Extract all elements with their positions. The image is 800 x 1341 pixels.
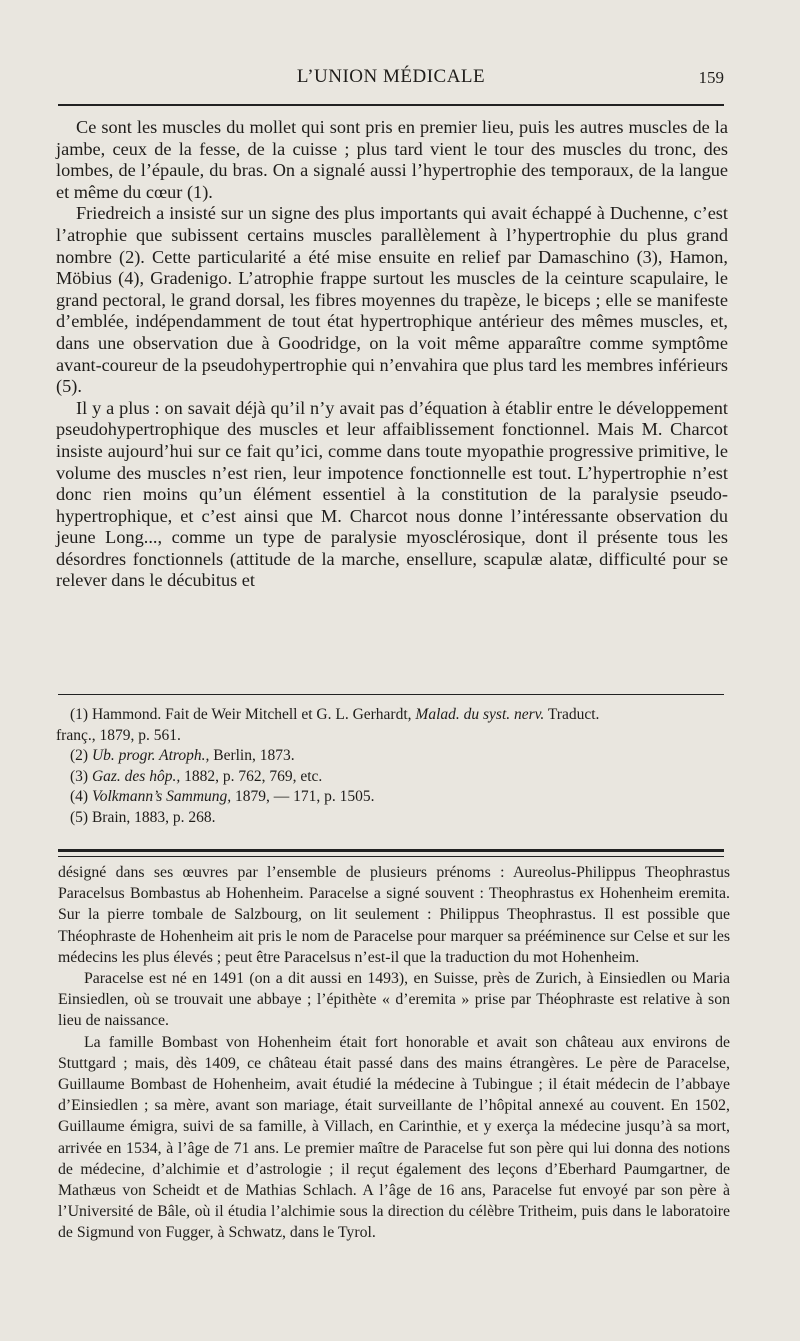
feuilleton-text xyxy=(58,862,730,1244)
footnote-4 xyxy=(70,787,724,808)
page-header xyxy=(58,66,724,92)
footnote-citation: Ub. progr. Atroph., xyxy=(91,747,210,764)
footnote-2 xyxy=(70,746,724,767)
paragraph: désigné dans ses œuvres par l’ensemble de plusieurs prénoms : Aureolus-Philippus Theophrastus Paracelsus Bombastus ab Hohenheim. Paracelse a signé souvent : Theophrastus ex Hohenheim eremita. Sur la pierre tombale de Salzbourg, on lit seulement : Philippus Theophrastus. Il est possible que Théophraste de Hohenheim ait pris le nom de Paracelse pour marquer sa prééminence sur Celse et sur les médecins les plus élevés ; peut être Paracelsus n’est-il que la traduction du mot Hohenheim. xyxy=(58,864,730,966)
footnote-number: (3) xyxy=(70,767,89,785)
footnote-3 xyxy=(70,767,724,788)
footnote-citation: Volkmann’s Sammung, xyxy=(91,788,232,805)
footnote-1-continuation: franç., 1879, p. 561. xyxy=(56,726,181,744)
paragraph: Friedreich a insisté sur un signe des plus importants qui avait échappé à Duchenne, c’est l’atrophie que subissent certains muscles parallèlement à l’hypertrophie du plus grand nombre (2). Cette particularité a été mise ensuite en relief par Damaschino (3), Hamon, Möbius (4), Gradenigo. L’atrophie frappe surtout les muscles de la ceinture scapulaire, le grand pectoral, le grand dorsal, les fibres moyennes du trapèze, le biceps ; elle se manifeste d’emblée, indépendamment de tout état hypertrophique antérieur des mêmes muscles, et, dans une observation due à Goodridge, on la voit même apparaître comme symptôme avant-coureur de la pseudohypertrophie qui n’envahira que plus tard les membres inférieurs (5). xyxy=(56,203,728,397)
header-rule xyxy=(58,104,724,106)
footnote-text: (1) Hammond. Fait de Weir Mitchell et G. L. Gerhardt, xyxy=(70,706,412,723)
footnote-number: (4) xyxy=(70,788,89,805)
footnote-rule xyxy=(58,694,724,695)
footnote-text: 1879, — 171, p. 1505. xyxy=(235,788,375,805)
paragraph: La famille Bombast von Hohenheim était fort honorable et avait son château aux environs de Stuttgard ; mais, dès 1409, ce château était passé dans des mains étrangères. Le père de Paracelse, Guillaume Bombast de Hohenheim, avait étudié la médecine à Tubingue ; il était médecin de l’abbaye d’Einsiedlen ; sa mère, avant son mariage, était surveillante de l’hôpital annexé au couvent. En 1502, Guillaume émigra, suivi de sa famille, à Villach, en Carinthie, et y exerça la médecine jusqu’à sa mort, arrivée en 1534, à l’âge de 71 ans. Le premier maître de Paracelse fut son père qui lui donna des notions de médecine, d’alchimie et d’astrologie ; il reçut également des leçons d’Eberhard Paumgartner, de Mathæus von Scheidt et de Mathias Schlach. A l’âge de 16 ans, Paracelse fut envoyé par son père à l’Université de Bâle, où il étudia l’alchimie sous la direction du célèbre Tritheim, puis dans le laboratoire de Sigmund von Fugger, à Schwatz, dans le Tyrol. xyxy=(58,1033,730,1242)
paragraph: Paracelse est né en 1491 (on a dit aussi en 1493), en Suisse, près de Zurich, à Einsiedlen ou Maria Einsiedlen, où se trouvait une abbaye ; l’épithète « d’eremita » prise par Théophraste est relative à son lieu de naissance. xyxy=(58,970,730,1030)
paragraph: Il y a plus : on savait déjà qu’il n’y avait pas d’équation à établir entre le développement pseudohypertrophique des muscles et leur affaiblissement fonctionnel. Mais M. Charcot insiste aujourd’hui sur ce fait qu’ici, comme dans toute myopathie progressive primitive, le volume des muscles n’est rien, leur impotence fonctionnelle est tout. L’hypertrophie n’est donc rien moins qu’un élément essentiel à la constitution de la paralysie pseudo-hypertrophique, et c’est ainsi que M. Charcot nous donne l’intéressante observation du jeune Long..., comme un type de paralysie myosclérosique, dont il présente tous les désordres fonctionnels (attitude de la marche, ensellure, scapulæ alatæ, difficulté pour se relever dans le décubitus et xyxy=(56,397,728,591)
paragraph: Ce sont les muscles du mollet qui sont pris en premier lieu, puis les autres muscles de la jambe, ceux de la fesse, de la cuisse ; plus tard vient le tour des muscles du tronc, des lombes, de l’épaule, du bras. On a signalé aussi l’hypertrophie des temporaux, de la langue et même du cœur (1). xyxy=(56,117,728,202)
main-article-text xyxy=(56,117,728,592)
footnote-number: (2) xyxy=(70,747,89,764)
footnote-citation: Gaz. des hôp., xyxy=(91,767,181,785)
footnote-1 xyxy=(70,705,724,726)
running-title: L’UNION MÉDICALE xyxy=(296,66,486,87)
section-rule-thin xyxy=(58,856,724,857)
page-number: 159 xyxy=(698,68,724,87)
footnote-text: Berlin, 1873. xyxy=(213,747,295,764)
footnote-text: 1882, p. 762, 769, etc. xyxy=(184,767,323,785)
section-rule-thick xyxy=(58,849,724,852)
footnote-citation: Malad. du syst. nerv. xyxy=(415,706,545,723)
footnotes xyxy=(56,705,724,828)
footnote-text: Traduct. xyxy=(547,706,600,723)
footnote-5: (5) Brain, 1883, p. 268. xyxy=(70,808,216,826)
